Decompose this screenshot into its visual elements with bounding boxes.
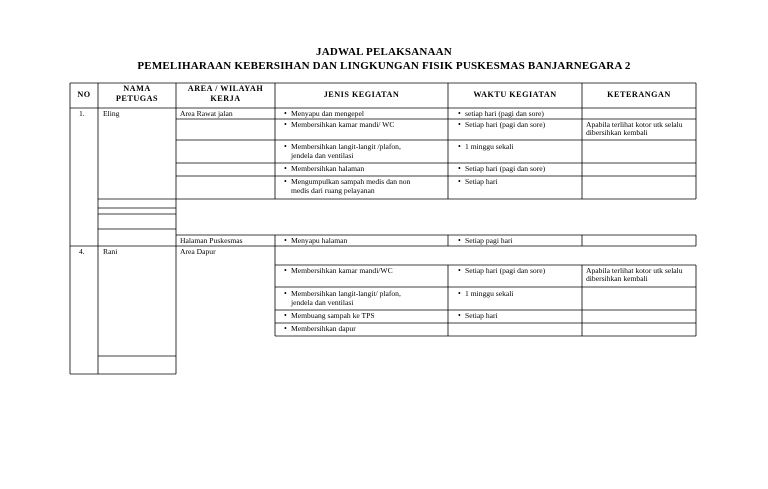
header-nama-line2: PETUGAS (115, 94, 159, 103)
kegiatan-item: • Menyapu dan mengepel (291, 110, 364, 119)
waktu-item: • Setiap hari (pagi dan sore) (465, 165, 545, 174)
header-no: NO (77, 90, 91, 99)
waktu-item: • Setiap hari (465, 178, 498, 187)
keterangan-line1: Apabila terlihat kotor utk selalu (586, 120, 683, 129)
header-nama-line1: NAMA (123, 84, 151, 93)
kegiatan-item: • Membersihkan langit-langit/ plafon, (291, 290, 401, 299)
keterangan-line2: dibersihkan kembali (586, 274, 648, 283)
waktu-item: • 1 minggu sekali (465, 143, 514, 152)
petugas-name-1: Eling (103, 109, 120, 118)
kegiatan-item-cont: jendela dan ventilasi (291, 298, 354, 307)
document-subtitle: PEMELIHARAAN KEBERSIHAN DAN LINGKUNGAN FISIK PUSKESMAS BANJARNEGARA 2 (137, 60, 631, 72)
kegiatan-item: • Membersihkan kamar mandi/WC (291, 267, 393, 276)
kegiatan-item: • Membersihkan dapur (291, 325, 356, 334)
area-halaman: Halaman Puskesmas (180, 236, 243, 245)
header-area-line1: AREA / WILAYAH (187, 84, 264, 93)
keterangan-line2: dibersihkan kembali (586, 128, 648, 137)
waktu-item: • setiap hari (pagi dan sore) (465, 110, 544, 119)
kegiatan-item: • Menyapu halaman (291, 237, 347, 246)
area-rawat-jalan: Area Rawat jalan (180, 109, 233, 118)
kegiatan-item: • Mengumpulkan sampah medis dan non (291, 178, 410, 187)
waktu-item: • Setiap hari (465, 312, 498, 321)
waktu-item: • Setiap hari (pagi dan sore) (465, 267, 545, 276)
waktu-item: • Setiap pagi hari (465, 237, 513, 246)
petugas-name-2: Rani (103, 247, 118, 256)
row-no-1: 1. (79, 109, 85, 118)
document-title: JADWAL PELAKSANAAN (316, 46, 452, 58)
kegiatan-item: • Membersihkan kamar mandi/ WC (291, 121, 394, 130)
row-no-4: 4. (79, 247, 85, 256)
kegiatan-item: • Membersihkan halaman (291, 165, 364, 174)
kegiatan-item: • Membuang sampah ke TPS (291, 312, 375, 321)
header-area-line2: KERJA (210, 94, 241, 103)
header-waktu: WAKTU KEGIATAN (473, 90, 557, 99)
kegiatan-item: • Membersihkan langit-langit /plafon, (291, 143, 401, 152)
keterangan-line1: Apabila terlihat kotor utk selalu (586, 266, 683, 275)
kegiatan-item-cont: jendela dan ventilasi (291, 151, 354, 160)
waktu-item: • 1 minggu sekali (465, 290, 514, 299)
kegiatan-item-cont: medis dari ruang pelayanan (291, 186, 375, 195)
waktu-item: • Setiap hari (pagi dan sore) (465, 121, 545, 130)
header-jenis: JENIS KEGIATAN (323, 90, 400, 99)
header-keterangan: KETERANGAN (607, 90, 671, 99)
area-dapur: Area Dapur (180, 247, 216, 256)
